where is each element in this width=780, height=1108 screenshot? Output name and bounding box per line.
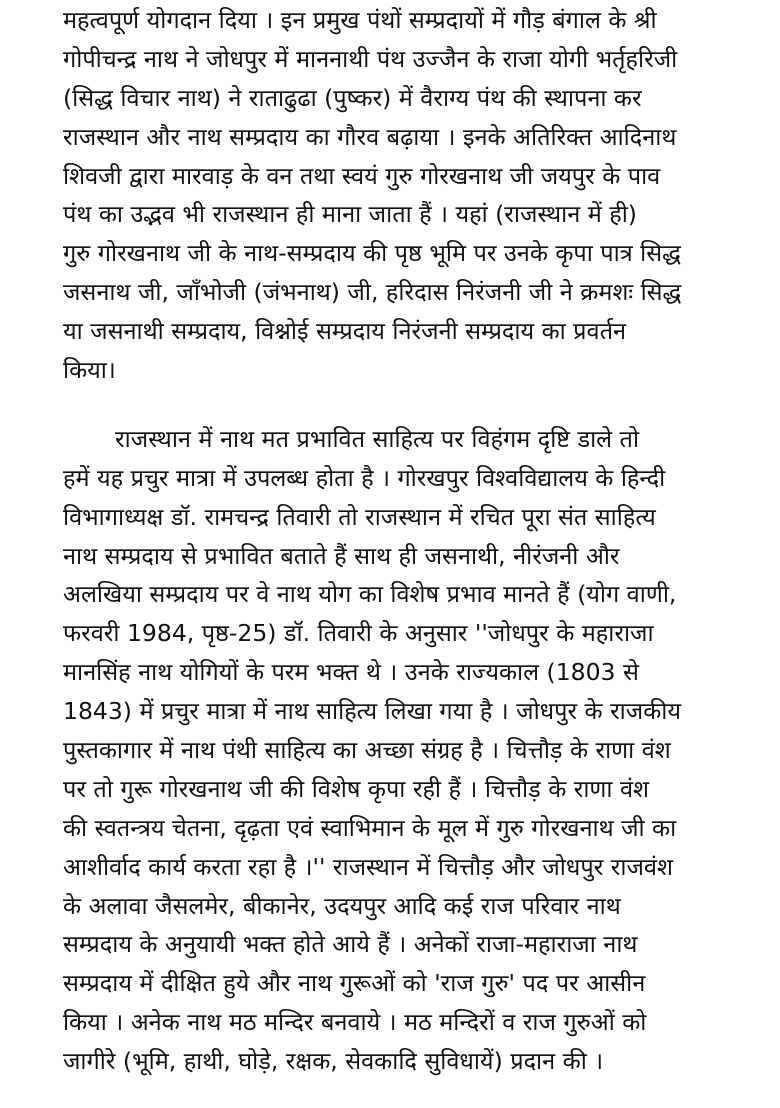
text-line: की स्वतन्त्रय चेतना, दृढ़ता एवं स्वाभिमान के मूल में गुरु गोरखनाथ जी का [63, 813, 677, 842]
text-line: पुस्तकागार में नाथ पंथी साहित्य का अच्छा संग्रह है । चित्तौड़ के राणा वंश [63, 736, 671, 765]
text-line: किया । अनेक नाथ मठ मन्दिर बनवाये । मठ मन्दिरों व राज गुरुओं को [63, 1008, 647, 1037]
text-line: नाथ सम्प्रदाय से प्रभावित बताते हैं साथ ही जसनाथी, नीरंजनी और [63, 541, 620, 570]
text-line: जसनाथ जी, जाँभोजी (जंभनाथ) जी, हरिदास निरंजनी जी ने क्रमशः सिद्ध [63, 278, 682, 307]
text-line: पंथ का उद्भव भी राजस्थान ही माना जाता हैं । यहां (राजस्थान में ही) [63, 200, 637, 229]
text-line: किया। [63, 356, 116, 385]
text-line: के अलावा जैसलमेर, बीकानेर, उदयपुर आदि कई राज परिवार नाथ [63, 891, 621, 920]
text-line: या जसनाथी सम्प्रदाय, विश्नोई सम्प्रदाय निरंजनी सम्प्रदाय का प्रवर्तन [63, 317, 627, 346]
text-line: जागीरे (भूमि, हाथी, घोड़े, रक्षक, सेवकादि सुविधायें) प्रदान की । [63, 1047, 604, 1076]
paragraph-2 [63, 420, 760, 1081]
text-line: फरवरी 1984, पृष्ठ-25) डॉ. तिवारी के अनुसार ''जोधपुर के महाराजा [63, 619, 654, 648]
text-line: (सिद्ध विचार नाथ) ने राताढुढा (पुष्कर) में वैराग्य पंथ की स्थापना कर [63, 83, 642, 112]
text-line: पर तो गुरू गोरखनाथ जी की विशेष कृपा रही हैं । चित्तौड़ के राणा वंश [63, 774, 649, 803]
paragraph-gap [63, 390, 760, 420]
text-line: विभागाध्यक्ष डॉ. रामचन्द्र तिवारी तो राजस्थान में रचित पूरा संत साहित्य [63, 502, 656, 531]
text-line: गोपीचन्द्र नाथ ने जोधपुर में माननाथी पंथ उज्जैन के राजा योगी भर्तृहरिजी [63, 44, 678, 73]
text-line: हमें यह प्रचुर मात्रा में उपलब्ध होता है । गोरखपुर विश्वविद्यालय के हिन्दी [63, 463, 666, 492]
text-line: महत्वपूर्ण योगदान दिया । इन प्रमुख पंथों सम्प्रदायों में गौड़ बंगाल के श्री [63, 6, 657, 34]
paragraph-1 [63, 1, 760, 390]
text-line: आशीर्वाद कार्य करता रहा है ।'' राजस्थान में चित्तौड़ और जोधपुर राजवंश [63, 852, 673, 881]
text-line: गुरु गोरखनाथ जी के नाथ-सम्प्रदाय की पृष्ठ भूमि पर उनके कृपा पात्र सिद्ध [63, 239, 681, 268]
text-line: 1843) में प्रचुर मात्रा में नाथ साहित्य लिखा गया है । जोधपुर के राजकीय [63, 697, 681, 726]
text-line: राजस्थान में नाथ मत प्रभावित साहित्य पर विहंगम दृष्टि डाले तो [115, 424, 640, 453]
text-line: मानसिंह नाथ योगियों के परम भक्त थे । उनके राज्यकाल (1803 से [63, 658, 639, 687]
text-line: अलखिया सम्प्रदाय पर वे नाथ योग का विशेष प्रभाव मानते हैं (योग वाणी, [63, 580, 677, 609]
text-line: सम्प्रदाय के अनुयायी भक्त होते आये हैं । अनेकों राजा-महाराजा नाथ [63, 930, 638, 959]
text-line: शिवजी द्वारा मारवाड़ के वन तथा स्वयं गुरु गोरखनाथ जी जयपुर के पाव [63, 161, 661, 190]
text-line: सम्प्रदाय में दीक्षित हुये और नाथ गुरूओं को 'राज गुरु' पद पर आसीन [63, 969, 646, 998]
text-line: राजस्थान और नाथ सम्प्रदाय का गौरव बढ़ाया । इनके अतिरिक्त आदिनाथ [63, 122, 677, 151]
